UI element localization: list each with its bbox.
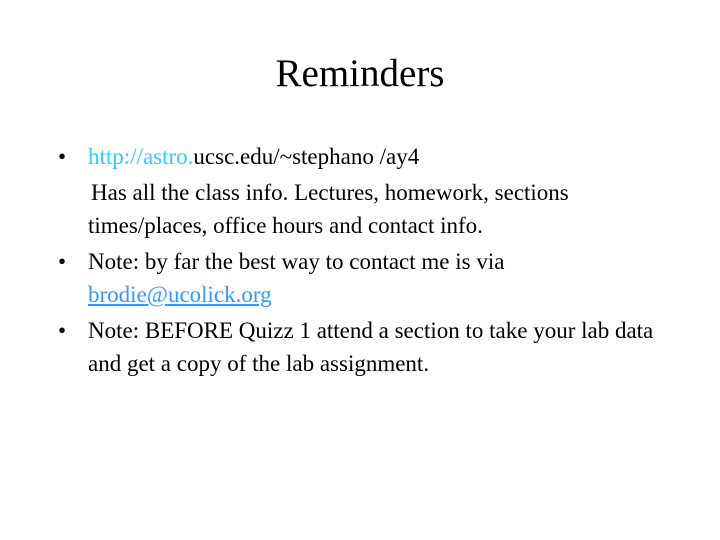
bullet-icon: •: [58, 144, 67, 169]
bullet-icon: •: [58, 318, 67, 343]
contact-note-text: Note: by far the best way to contact me is via: [88, 249, 505, 274]
slide-title: Reminders: [275, 52, 445, 95]
bullet-item-contact: [58, 245, 678, 311]
slide-body: [58, 140, 678, 383]
quiz-note-text: Note: BEFORE Quizz 1 attend a section to take your lab data and get a copy of the lab assignment.: [88, 318, 654, 376]
bullet-icon: •: [58, 249, 67, 274]
website-link-rest: ucsc.edu/~stephano /ay4: [193, 144, 420, 169]
bullet-item-quiz: [58, 314, 678, 380]
website-link[interactable]: http://astro.: [88, 144, 194, 169]
website-description: Has all the class info. Lectures, homework, sections times/places, office hours and contact info.: [88, 180, 569, 238]
email-link[interactable]: brodie@ucolick.org: [88, 282, 272, 307]
bullet-item-website: [58, 140, 678, 173]
